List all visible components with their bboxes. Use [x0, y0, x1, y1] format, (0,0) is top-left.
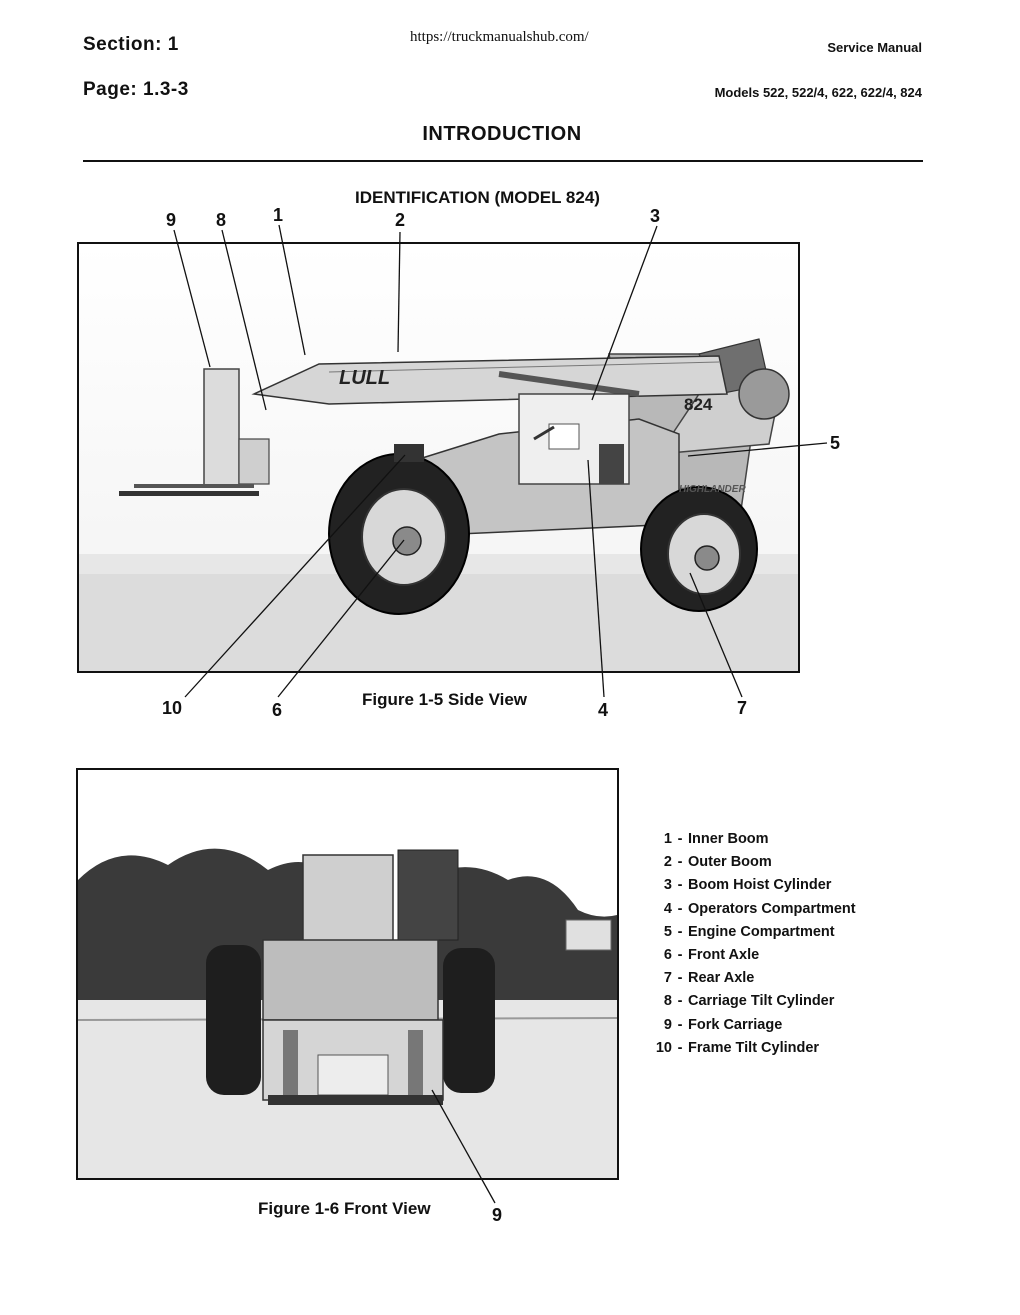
legend-item: 4 - Operators Compartment — [663, 900, 856, 917]
source-url[interactable]: https://truckmanualshub.com/ — [410, 29, 589, 45]
callout-3: 3 — [650, 206, 661, 226]
legend-item: 9 - Fork Carriage — [663, 1016, 783, 1033]
callout-8: 8 — [216, 210, 227, 230]
section-label: Section: 1 — [83, 34, 179, 55]
figure2-caption: Figure 1-6 Front View — [258, 1199, 431, 1218]
model-decal: 824 — [684, 395, 713, 414]
callout-5: 5 — [830, 433, 841, 453]
legend-item: 8 - Carriage Tilt Cylinder — [663, 993, 835, 1010]
legend-item: 3 - Boom Hoist Cylinder — [663, 877, 832, 894]
brand-decal: LULL — [339, 367, 391, 389]
legend-item: 7 - Rear Axle — [663, 970, 755, 987]
callout-7: 7 — [737, 698, 748, 718]
identification-title: IDENTIFICATION (MODEL 824) — [355, 188, 600, 207]
figure1-caption: Figure 1-5 Side View — [362, 690, 528, 709]
callout-1: 1 — [273, 205, 284, 225]
callout-4: 4 — [598, 700, 609, 720]
callout-9-front: 9 — [492, 1205, 503, 1225]
legend-item: 5 - Engine Compartment — [663, 923, 835, 940]
parts-legend — [648, 828, 898, 1060]
callout-2: 2 — [395, 210, 406, 230]
callout-9: 9 — [166, 210, 177, 230]
page-label: Page: 1.3-3 — [83, 79, 189, 100]
manual-label: Service Manual — [827, 40, 922, 55]
callout-10: 10 — [162, 698, 183, 718]
page-title: INTRODUCTION — [422, 123, 582, 145]
legend-item: 2 - Outer Boom — [663, 854, 772, 871]
models-label: Models 522, 522/4, 622, 622/4, 824 — [714, 85, 922, 100]
legend-item: 6 - Front Axle — [663, 946, 760, 963]
legend-item: 1 - Inner Boom — [663, 831, 769, 847]
legend-item: 10 - Frame Tilt Cylinder — [655, 1039, 820, 1056]
callout-6: 6 — [272, 700, 283, 720]
highlander-decal: HIGHLANDER — [679, 484, 746, 495]
